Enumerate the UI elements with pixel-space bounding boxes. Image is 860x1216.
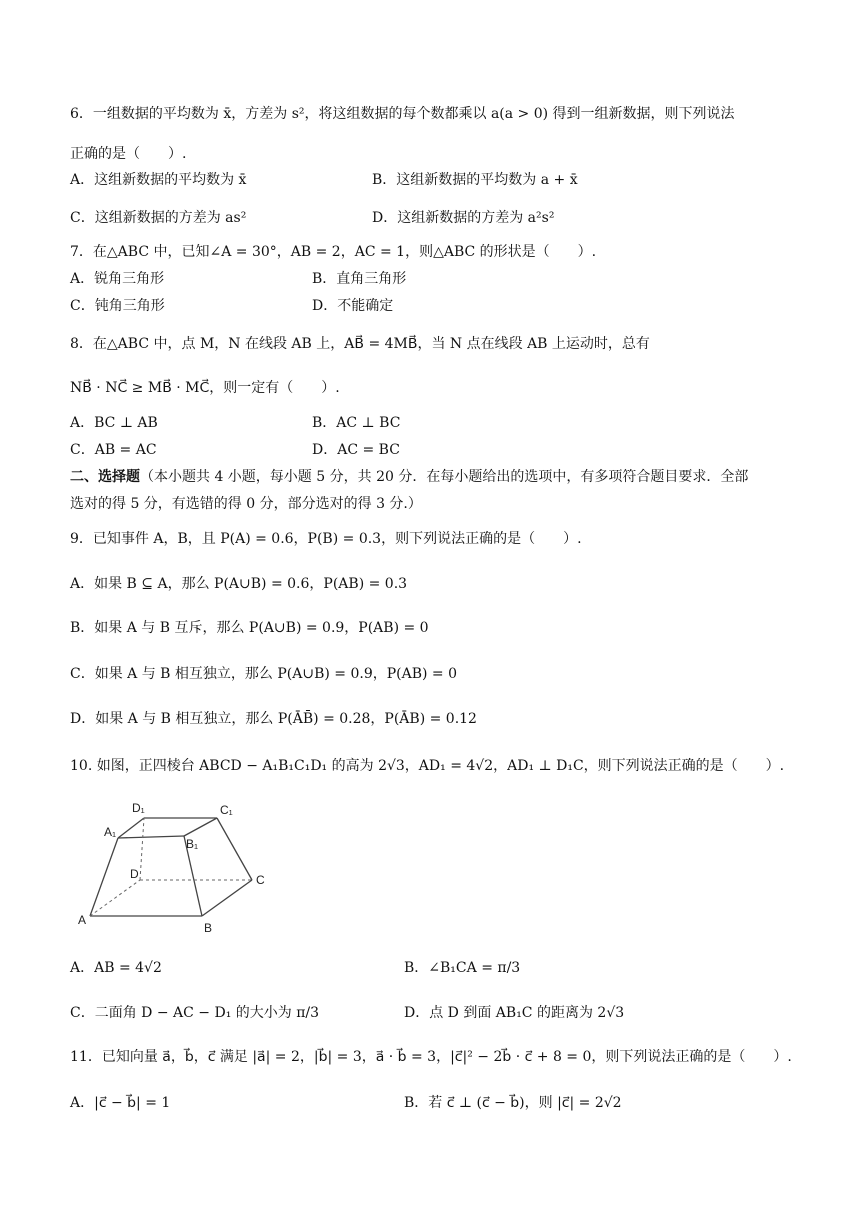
q11-stem: 11．已知向量 a⃗，b⃗，c⃗ 满足 |a⃗| = 2，|b⃗| = 3，a⃗ · b⃗ = 3，|c⃗|² − 2b⃗ · c⃗ + 8 = 0，则下列说法正确的是（ ）. bbox=[70, 1049, 792, 1065]
q9-option-b: B．如果 A 与 B 互斥，那么 P(A∪B) = 0.9，P(AB) = 0 bbox=[70, 620, 429, 636]
q8-stem-cont: NB⃗ · NC⃗ ≥ MB⃗ · MC⃗，则一定有（ ）. bbox=[70, 380, 340, 396]
edge-b-c bbox=[202, 880, 252, 916]
q6-option-d: D．这组新数据的方差为 a²s² bbox=[372, 210, 555, 226]
q6-option-c: C．这组新数据的方差为 as² bbox=[70, 210, 247, 226]
q9-stem: 9．已知事件 A，B，且 P(A) = 0.6，P(B) = 0.3，则下列说法正确的是（ ）. bbox=[70, 531, 582, 547]
q7-option-d: D．不能确定 bbox=[312, 298, 394, 314]
section2-title: 二、选择题 bbox=[70, 469, 140, 485]
q8-stem: 8．在△ABC 中，点 M，N 在线段 AB 上，AB⃗ = 4MB⃗，当 N 点在线段 AB 上运动时，总有 bbox=[70, 336, 650, 352]
edge-a1-d1 bbox=[118, 818, 144, 838]
q10-stem: 10. 如图，正四棱台 ABCD − A₁B₁C₁D₁ 的高为 2√3，AD₁ = 4√2，AD₁ ⊥ D₁C，则下列说法正确的是（ ）. bbox=[70, 758, 785, 774]
q6-stem-cont: 正确的是（ ）. bbox=[70, 146, 187, 162]
edge-a-a1 bbox=[90, 838, 118, 916]
section2-desc2: 选对的得 5 分，有选错的得 0 分，部分选对的得 3 分.） bbox=[70, 496, 422, 512]
section2-desc1: （本小题共 4 小题，每小题 5 分，共 20 分．在每小题给出的选项中，有多项符合题目要求．全部 bbox=[140, 469, 749, 485]
q10-option-a: A．AB = 4√2 bbox=[70, 960, 162, 976]
q10-option-b: B．∠B₁CA = π/3 bbox=[404, 960, 521, 976]
q7-stem: 7．在△ABC 中，已知∠A = 30°，AB = 2，AC = 1，则△ABC 的形状是（ ）. bbox=[70, 244, 597, 260]
q9-option-c: C．如果 A 与 B 相互独立，那么 P(A∪B) = 0.9，P(AB) = 0 bbox=[70, 666, 458, 682]
section2-header bbox=[70, 467, 748, 487]
q11-option-a: A．|c⃗ − b⃗| = 1 bbox=[70, 1095, 171, 1111]
label-b1: B₁ bbox=[186, 837, 199, 851]
label-a1: A₁ bbox=[104, 825, 117, 839]
q7-option-c: C．钝角三角形 bbox=[70, 298, 165, 314]
q10-option-c: C．二面角 D − AC − D₁ 的大小为 π/3 bbox=[70, 1005, 320, 1021]
edge-a-d-hidden bbox=[90, 880, 140, 916]
q7-option-b: B．直角三角形 bbox=[312, 271, 407, 287]
label-a: A bbox=[78, 913, 87, 927]
q6-option-b: B．这组新数据的平均数为 a + x̄ bbox=[372, 172, 578, 188]
q6-option-a: A．这组新数据的平均数为 x̄ bbox=[70, 172, 247, 188]
edge-c-c1 bbox=[217, 818, 252, 880]
edge-d-d1-hidden bbox=[140, 818, 144, 880]
q6-stem: 6．一组数据的平均数为 x̄，方差为 s²，将这组数据的每个数都乘以 a(a > 0) 得到一组新数据，则下列说法 bbox=[70, 106, 735, 122]
q8-option-c: C．AB = AC bbox=[70, 442, 157, 458]
edge-a1-b1 bbox=[118, 836, 184, 838]
q9-option-a: A．如果 B ⊆ A，那么 P(A∪B) = 0.6，P(AB) = 0.3 bbox=[70, 576, 408, 592]
q8-option-b: B．AC ⊥ BC bbox=[312, 415, 401, 431]
edge-c1-b1 bbox=[184, 818, 217, 836]
label-c1: C₁ bbox=[220, 803, 233, 817]
q8-option-d: D．AC = BC bbox=[312, 442, 400, 458]
q9-option-d: D．如果 A 与 B 相互独立，那么 P(ĀB̄) = 0.28，P(ĀB) = 0.12 bbox=[70, 711, 477, 727]
frustum-figure bbox=[72, 798, 282, 938]
q8-option-a: A．BC ⊥ AB bbox=[70, 415, 158, 431]
q7-option-a: A．锐角三角形 bbox=[70, 271, 165, 287]
label-c: C bbox=[256, 873, 265, 887]
label-b: B bbox=[204, 921, 213, 935]
label-d: D bbox=[130, 867, 139, 881]
q10-option-d: D．点 D 到面 AB₁C 的距离为 2√3 bbox=[404, 1005, 625, 1021]
q11-option-b: B．若 c⃗ ⊥ (c⃗ − b⃗)，则 |c⃗| = 2√2 bbox=[404, 1095, 622, 1111]
label-d1: D₁ bbox=[132, 801, 145, 815]
